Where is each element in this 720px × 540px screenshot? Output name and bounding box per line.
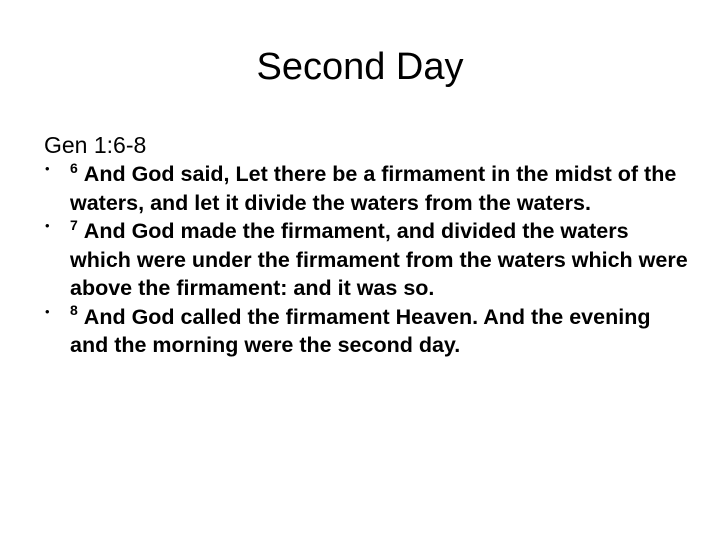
- verse-text: And God said, Let there be a firmament in the midst of the waters, and let it divide the waters from the waters.: [70, 162, 677, 215]
- verse-item: [44, 160, 694, 217]
- bullet-icon: •: [45, 161, 50, 176]
- bullet-icon: •: [45, 218, 50, 233]
- scripture-reference: Gen 1:6-8: [44, 132, 147, 158]
- bullet-icon: •: [45, 303, 50, 319]
- slide-title: Second Day: [256, 46, 464, 88]
- verse-list: [44, 160, 694, 360]
- verse-number: 8: [70, 302, 78, 319]
- verse-text: And God called the firmament Heaven. And the evening and the morning were the second day.: [70, 304, 651, 357]
- verse-item: [44, 217, 694, 303]
- verse-number: 6: [70, 159, 78, 176]
- verse-text: And God made the firmament, and divided the waters which were under the firmament from the waters which were above the firmament: and it was so.: [70, 219, 688, 300]
- verse-number: 7: [70, 216, 78, 233]
- slide-content: [44, 130, 694, 360]
- verse-item: [44, 303, 694, 360]
